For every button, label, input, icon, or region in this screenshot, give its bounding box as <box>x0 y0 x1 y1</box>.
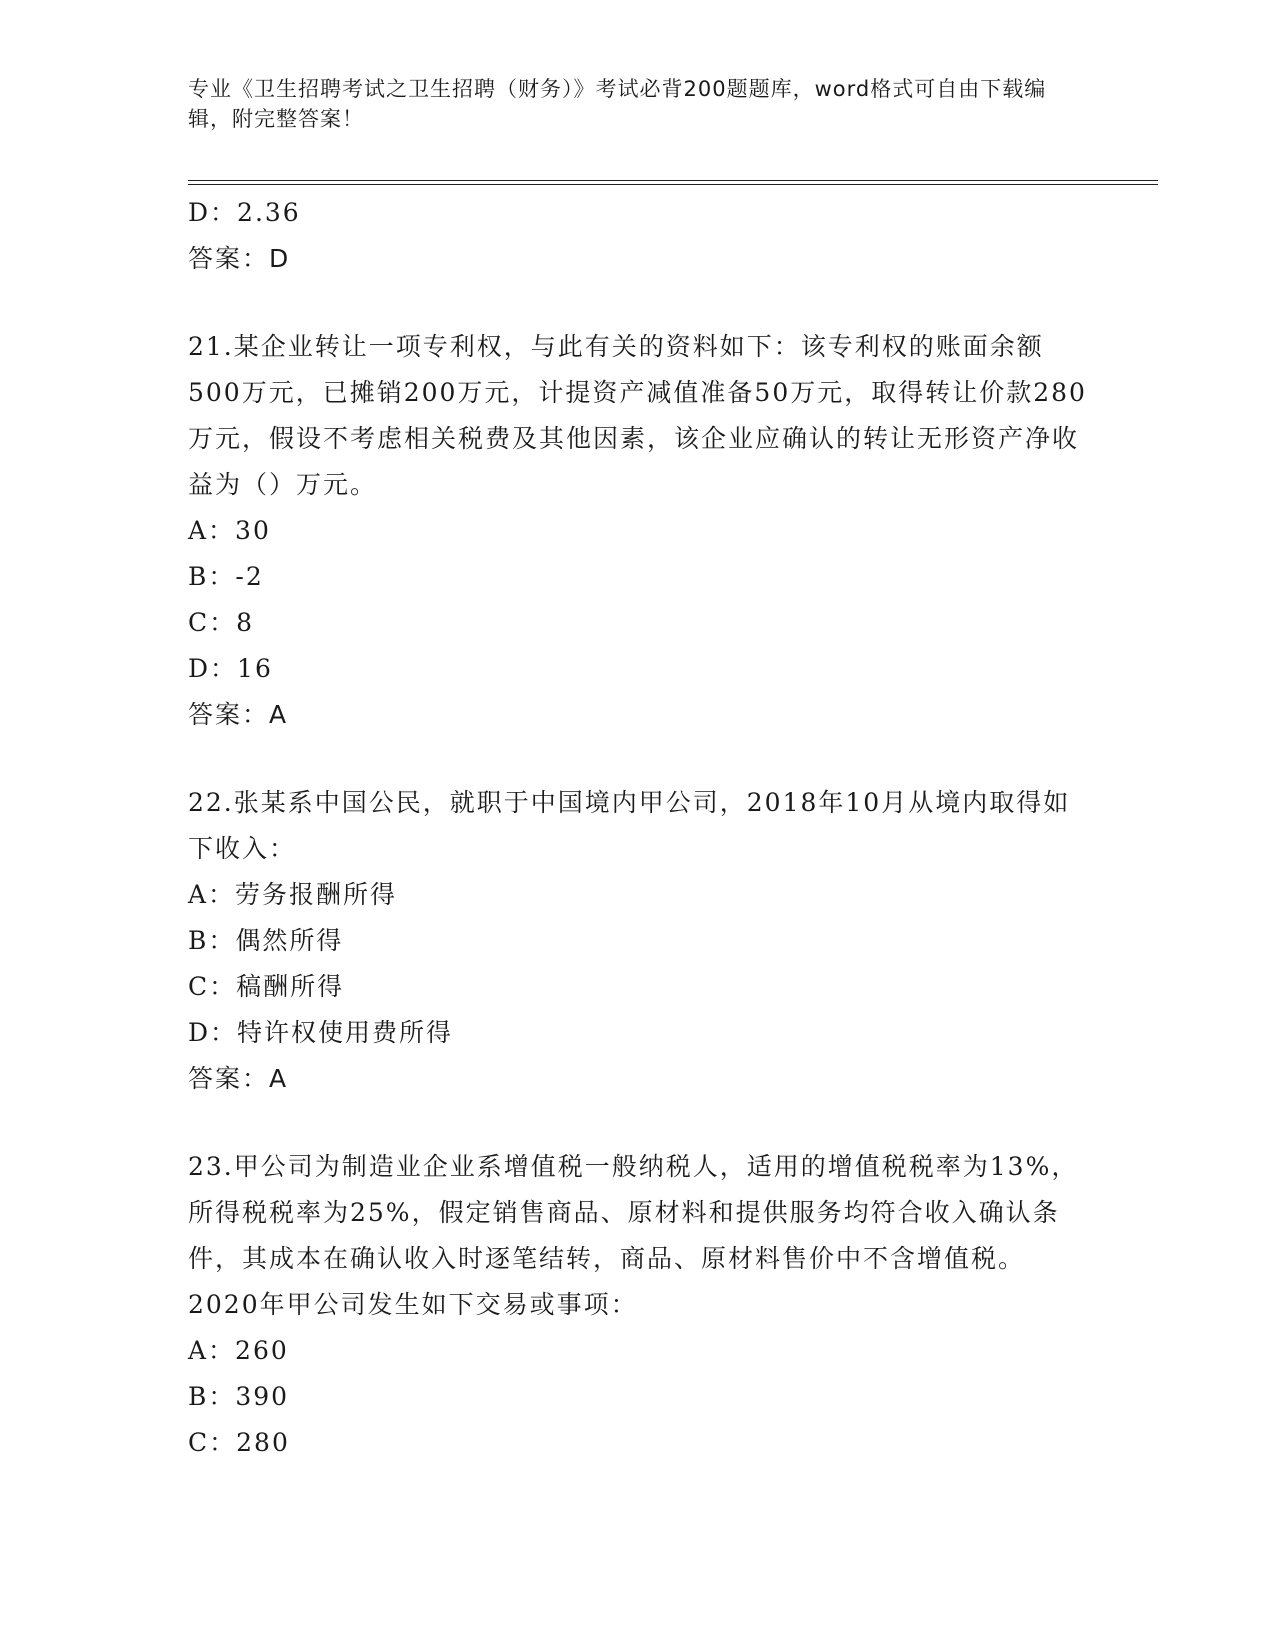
option-b: B：390 <box>188 1382 290 1411</box>
option-a: A：260 <box>188 1336 289 1365</box>
header-rule-bottom <box>188 184 1158 185</box>
option-c: C：280 <box>188 1428 290 1457</box>
header-rule-top <box>188 180 1158 181</box>
page-header: 专业《卫生招聘考试之卫生招聘（财务）》考试必背200题题库，word格式可自由下载编辑，附完整答案！ <box>188 77 1047 131</box>
answer: 答案：A <box>188 700 289 729</box>
question-content <box>188 190 1088 1466</box>
question-22: 22.张某系中国公民，就职于中国境内甲公司，2018年10月从境内取得如下收入： <box>188 788 1071 863</box>
question-21: 21.某企业转让一项专利权，与此有关的资料如下：该专利权的账面余额500万元，已摊销200万元，计提资产减值准备50万元，取得转让价款280万元，假设不考虑相关税费及其他因素，该企业应确认的转让无形资产净收益为（）万元。 <box>188 332 1087 499</box>
answer: 答案：D <box>188 244 291 273</box>
option-a: A：劳务报酬所得 <box>188 880 398 909</box>
option-a: A：30 <box>188 516 271 545</box>
option-d: D：2.36 <box>188 198 301 227</box>
option-b: B：-2 <box>188 562 264 591</box>
question-23: 23.甲公司为制造业企业系增值税一般纳税人，适用的增值税税率为13%，所得税税率为25%，假定销售商品、原材料和提供服务均符合收入确认条件，其成本在确认收入时逐笔结转，商品、原材料售价中不含增值税。2020年甲公司发生如下交易或事项： <box>188 1152 1079 1319</box>
option-d: D：特许权使用费所得 <box>188 1018 454 1047</box>
option-b: B：偶然所得 <box>188 926 344 955</box>
answer: 答案：A <box>188 1064 289 1093</box>
option-c: C：8 <box>188 608 255 637</box>
option-d: D：16 <box>188 654 273 683</box>
option-c: C：稿酬所得 <box>188 972 345 1001</box>
